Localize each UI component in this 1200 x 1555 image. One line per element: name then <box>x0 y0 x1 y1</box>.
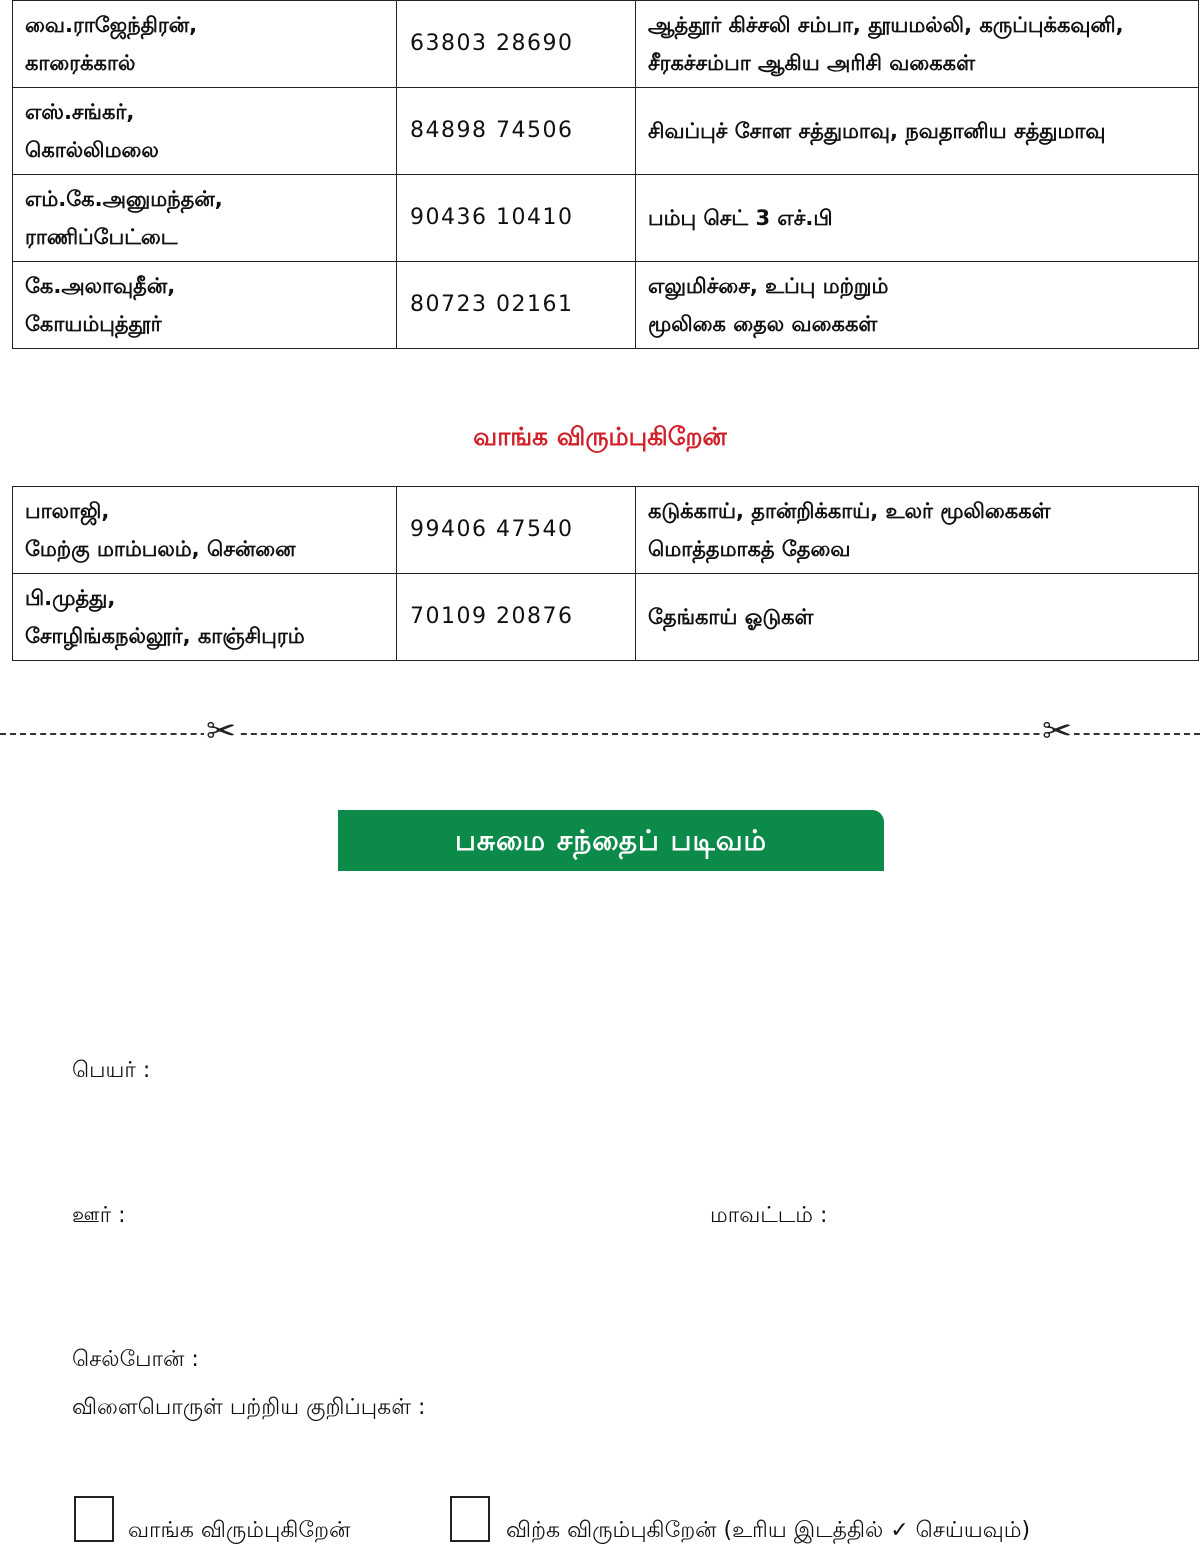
contact-cell <box>13 88 397 175</box>
contact-cell <box>13 175 397 262</box>
product-text: கடுக்காய், தான்றிக்காய், உலர் மூலிகைகள் <box>648 499 1051 523</box>
table-row <box>13 574 1199 661</box>
product-cell <box>636 88 1199 175</box>
sellers-table-body <box>13 1 1199 349</box>
product-text: மொத்தமாகத் தேவை <box>648 537 851 561</box>
name-field-label: பெயர் : <box>72 1058 151 1083</box>
contact-name: எஸ்.சங்கர், <box>25 100 135 124</box>
buy-section-heading: வாங்க விரும்புகிறேன் <box>473 422 727 451</box>
buyers-table-body <box>13 487 1199 661</box>
product-text: மூலிகை தைல வகைகள் <box>648 312 878 336</box>
product-text: ஆத்தூர் கிச்சலி சம்பா, தூயமல்லி, கருப்புக்கவுனி, <box>648 13 1124 37</box>
phone-number: 90436 10410 <box>397 175 636 262</box>
product-text: சீரகச்சம்பா ஆகிய அரிசி வகைகள் <box>648 51 976 75</box>
contact-place: கொல்லிமலை <box>25 138 159 162</box>
contact-name: பி.முத்து, <box>25 586 116 610</box>
contact-name: எம்.கே.அனுமந்தன், <box>25 187 223 211</box>
cellphone-field-label: செல்போன் : <box>72 1347 199 1372</box>
product-text: எலுமிச்சை, உப்பு மற்றும் <box>648 274 889 298</box>
product-cell <box>636 262 1199 349</box>
sellers-table <box>12 0 1199 349</box>
district-field-label: மாவட்டம் : <box>710 1203 828 1228</box>
contact-name: பாலாஜி, <box>25 499 110 523</box>
scissors-icon: ✂ <box>206 711 237 752</box>
product-cell <box>636 487 1199 574</box>
contact-place: ராணிப்பேட்டை <box>25 225 178 249</box>
buy-option-checkbox[interactable] <box>74 1496 114 1542</box>
buy-option-label: வாங்க விரும்புகிறேன் <box>128 1518 351 1543</box>
table-row <box>13 175 1199 262</box>
buyers-table <box>12 486 1199 661</box>
product-cell <box>636 175 1199 262</box>
product-cell <box>636 1 1199 88</box>
contact-place: மேற்கு மாம்பலம், சென்னை <box>25 537 296 561</box>
contact-place: கோயம்புத்தூர் <box>25 312 162 336</box>
product-text: சிவப்புச் சோள சத்துமாவு, நவதானிய சத்துமாவு <box>648 119 1106 143</box>
contact-cell <box>13 574 397 661</box>
contact-place: காரைக்கால் <box>25 51 136 75</box>
product-text: தேங்காய் ஓடுகள் <box>648 605 814 629</box>
form-title-banner: பசுமை சந்தைப் படிவம் <box>338 810 884 871</box>
phone-number: 84898 74506 <box>397 88 636 175</box>
contact-name: வை.ராஜேந்திரன், <box>25 13 198 37</box>
contact-cell <box>13 262 397 349</box>
phone-number: 99406 47540 <box>397 487 636 574</box>
contact-name: கே.அலாவுதீன், <box>25 274 176 298</box>
village-field-label: ஊர் : <box>72 1203 126 1228</box>
product-cell <box>636 574 1199 661</box>
contact-cell <box>13 1 397 88</box>
table-row <box>13 1 1199 88</box>
phone-number: 70109 20876 <box>397 574 636 661</box>
scissors-icon: ✂ <box>1042 711 1073 752</box>
cut-line-divider <box>0 733 1200 735</box>
phone-number: 80723 02161 <box>397 262 636 349</box>
product-notes-label: விளைபொருள் பற்றிய குறிப்புகள் : <box>72 1395 426 1420</box>
contact-cell <box>13 487 397 574</box>
phone-number: 63803 28690 <box>397 1 636 88</box>
table-row <box>13 262 1199 349</box>
table-row <box>13 487 1199 574</box>
sell-option-label: விற்க விரும்புகிறேன் (உரிய இடத்தில் ✓ செய்யவும்) <box>506 1518 1031 1543</box>
table-row <box>13 88 1199 175</box>
contact-place: சோழிங்கநல்லூர், காஞ்சிபுரம் <box>25 624 305 648</box>
sell-option-checkbox[interactable] <box>450 1496 490 1542</box>
product-text: பம்பு செட் 3 எச்.பி <box>648 206 833 230</box>
